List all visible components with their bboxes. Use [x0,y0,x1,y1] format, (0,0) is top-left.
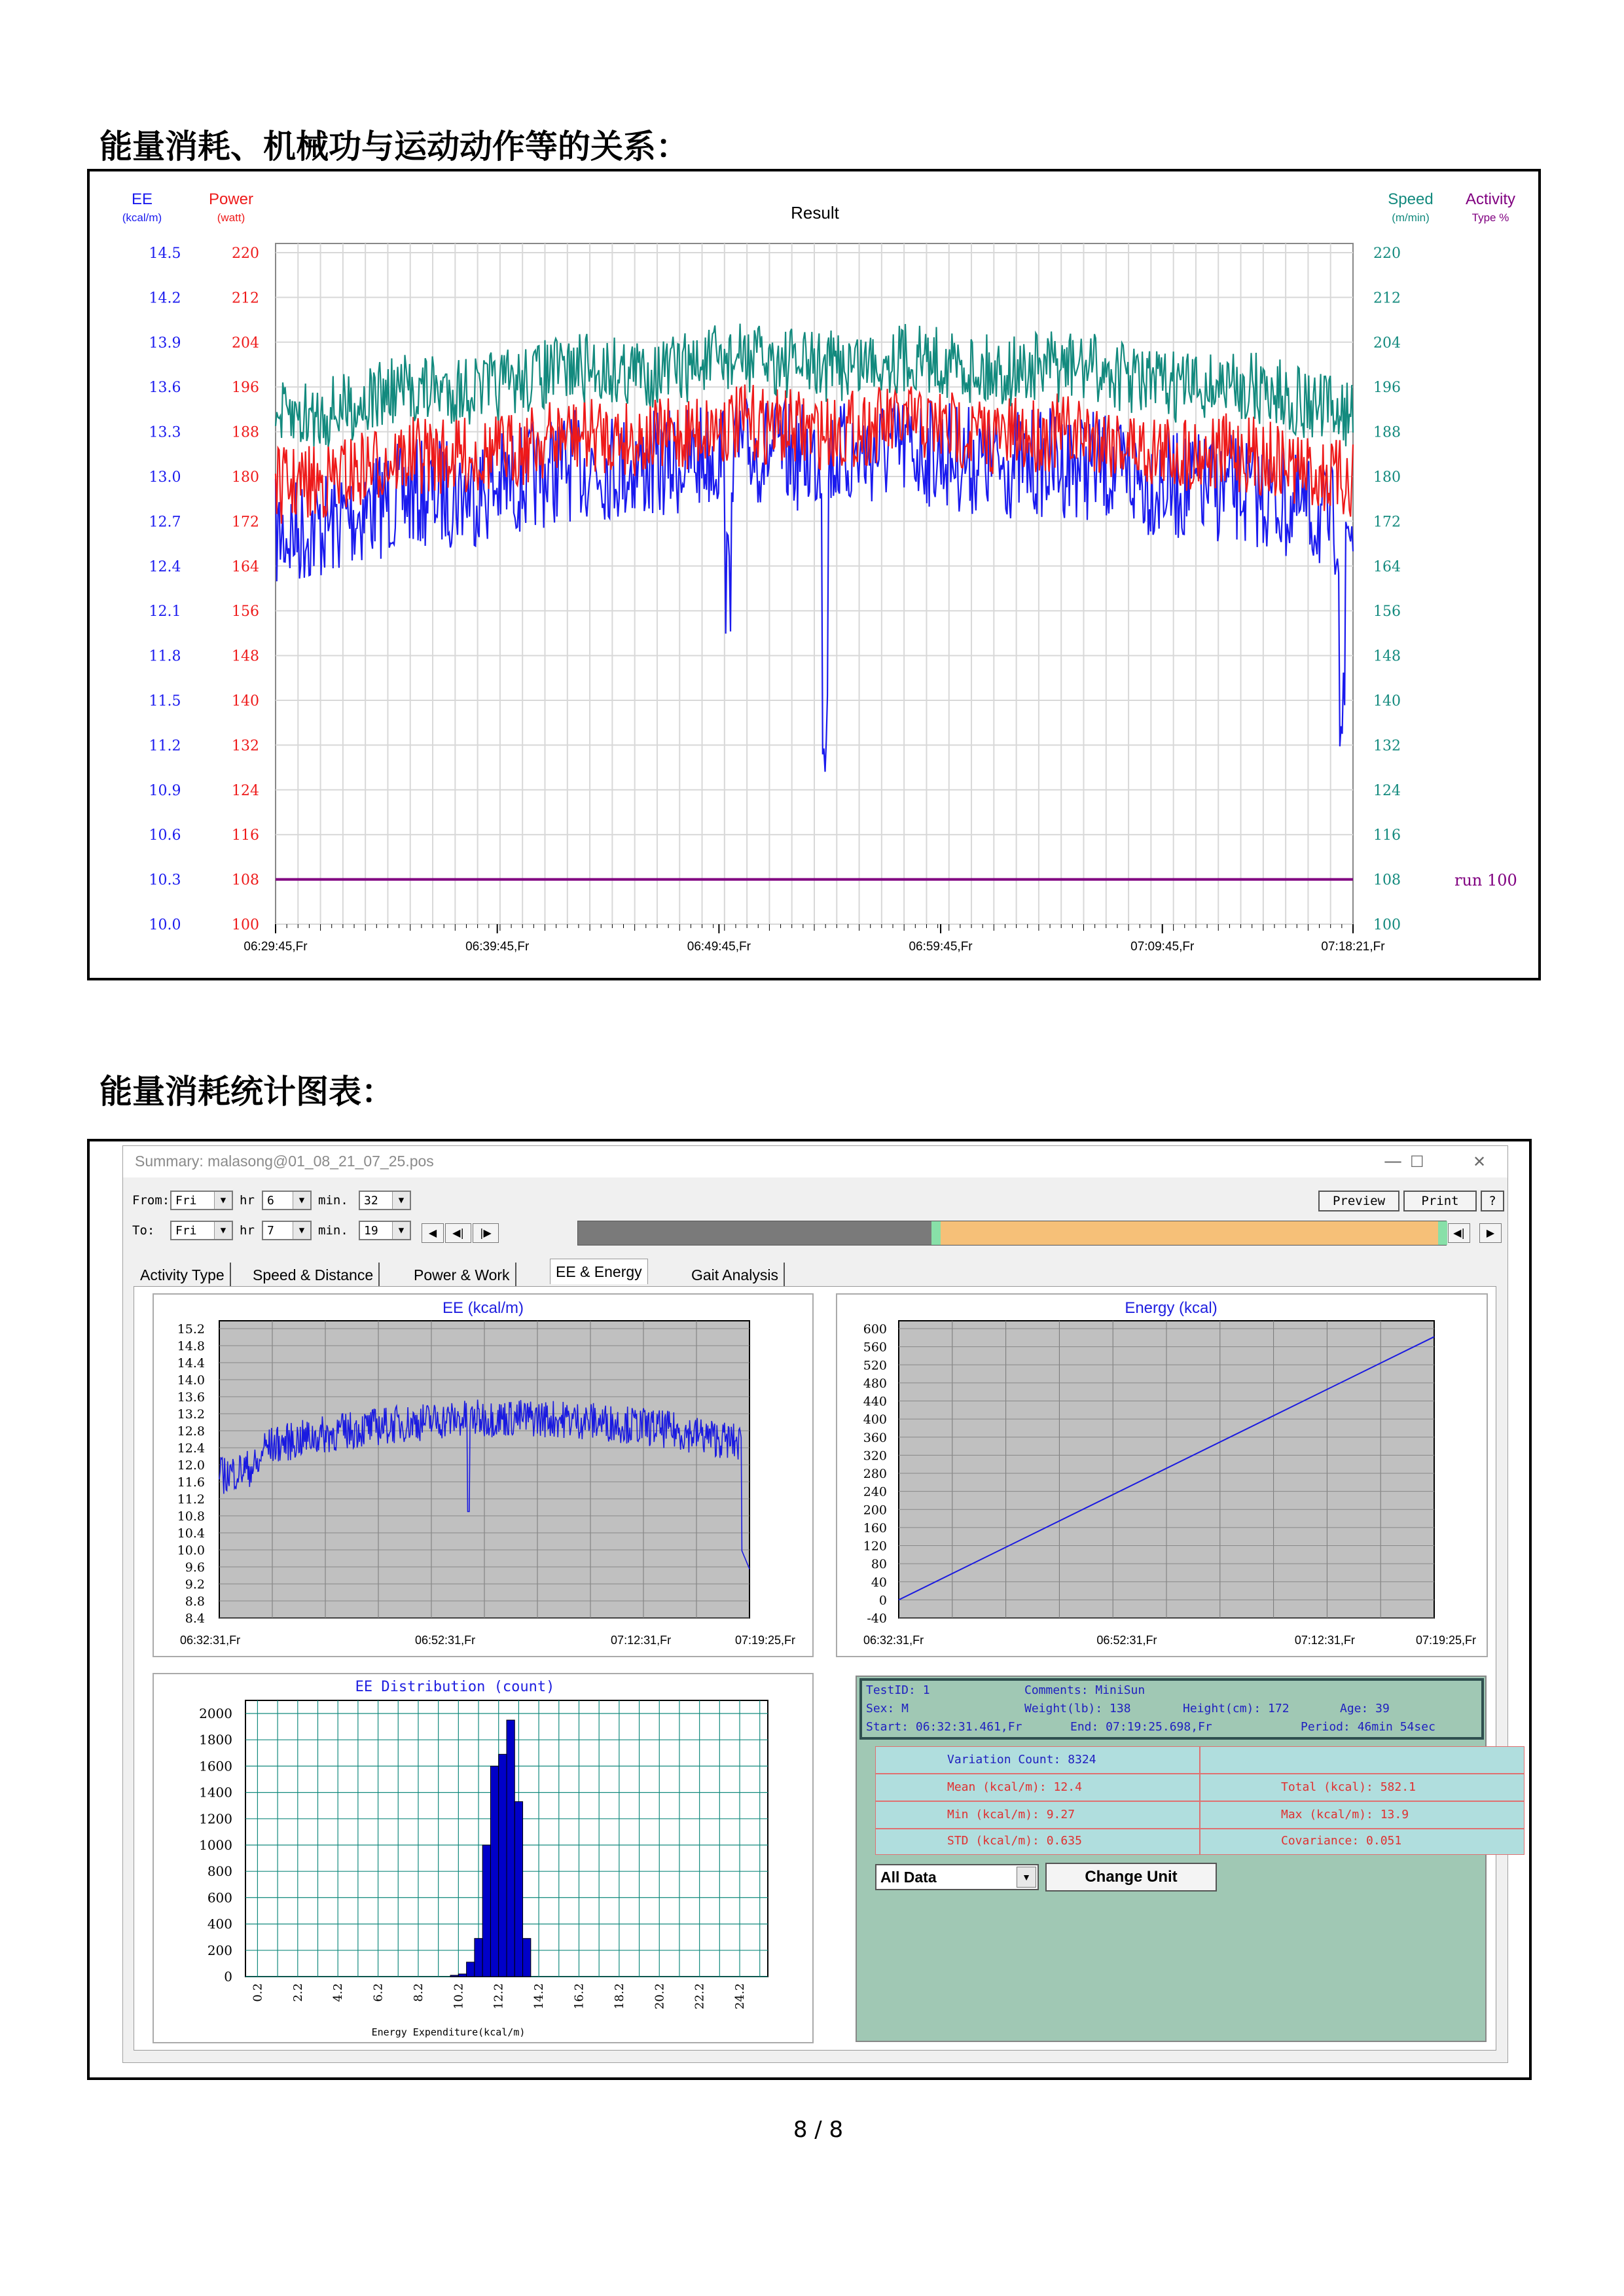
power-tick-label: 220 [232,245,259,262]
ee-y-tick-label: 14.8 [177,1339,205,1354]
speed-tick-label: 180 [1373,469,1401,486]
ee-chart [154,1295,812,1656]
test-id: TestID: 1 [866,1683,930,1697]
power-tick-label: 180 [232,469,259,486]
energy-y-tick-label: 280 [863,1467,887,1481]
ee-y-tick-label: 14.0 [177,1373,205,1388]
energy-x-tick-label: 07:12:31,Fr [1294,1634,1355,1647]
histogram-bar [514,1802,522,1977]
result-chart-figure [87,169,1541,980]
chevron-down-icon: ▼ [293,1192,310,1209]
power-tick-label: 100 [232,917,259,933]
energy-y-tick-label: 440 [863,1394,887,1409]
from-hr-label: hr [240,1193,255,1208]
test-info-box [859,1678,1484,1740]
ee-y-tick-label: 9.2 [185,1577,205,1592]
ee-y-tick-label: 8.4 [185,1611,205,1626]
max-value: Max (kcal/m): 13.9 [1281,1808,1409,1821]
ee-x-tick-label: 07:19:25,Fr [734,1634,795,1647]
x-tick-label: 06:49:45,Fr [687,940,751,954]
ee-tick-label: 14.2 [149,290,181,307]
summary-window [122,1145,1508,2063]
power-tick-label: 116 [232,827,259,844]
min-value: Min (kcal/m): 9.27 [947,1808,1075,1821]
energy-y-tick-label: 40 [871,1575,887,1590]
histogram-y-tick-label: 1200 [199,1810,232,1827]
histogram-y-tick-label: 2000 [199,1706,232,1721]
energy-y-tick-label: 240 [863,1484,887,1499]
histogram-x-tick-label: 24.2 [733,1983,748,2010]
to-hr-label: hr [240,1223,255,1238]
to-hr-select[interactable]: 7 ▼ [262,1221,312,1240]
chevron-down-icon: ▼ [392,1222,410,1239]
ee-tick-label: 12.4 [149,558,181,575]
ee-x-tick-label: 06:32:31,Fr [180,1634,241,1647]
ee-y-tick-label: 14.4 [177,1356,205,1371]
power-tick-label: 156 [232,603,259,620]
energy-y-tick-label: 600 [863,1322,887,1336]
energy-x-tick-label: 06:52:31,Fr [1096,1634,1157,1647]
activity-run-label: run 100 [1454,871,1517,889]
ee-y-tick-label: 12.8 [177,1424,205,1439]
nav-next-button[interactable]: |▶ [473,1223,499,1243]
to-day-select[interactable]: Fri ▼ [170,1221,233,1240]
ee-chart-title: EE (kcal/m) [442,1299,524,1317]
energy-y-tick-label: -40 [867,1611,887,1626]
ee-y-tick-label: 10.0 [177,1543,205,1558]
ee-y-tick-label: 8.8 [185,1594,205,1609]
power-tick-label: 204 [232,334,259,351]
speed-tick-label: 108 [1373,872,1401,889]
period: Period: 46min 54sec [1301,1720,1435,1734]
speed-axis-unit: (m/min) [1392,211,1430,224]
sex: Sex: M [866,1702,909,1715]
page-number: 8 / 8 [793,2117,844,2143]
speed-tick-label: 164 [1373,558,1401,575]
maximize-icon[interactable]: ☐ [1410,1153,1424,1171]
ee-tick-label: 10.3 [149,872,181,889]
summary-info-panel [856,1676,1487,2042]
ee-tick-label: 11.8 [149,648,181,665]
chevron-down-icon: ▼ [392,1192,410,1209]
energy-y-tick-label: 560 [863,1340,887,1355]
ee-tick-label: 11.5 [149,693,181,709]
height: Height(cm): 172 [1183,1702,1290,1715]
power-tick-label: 164 [232,558,259,575]
histogram-bar [499,1754,507,1977]
histogram-x-tick-label: 4.2 [331,1983,346,2002]
minimize-icon[interactable]: — [1384,1150,1402,1172]
activity-axis-unit: Type % [1471,211,1509,224]
energy-chart-panel [836,1293,1488,1657]
start-time: Start: 06:32:31.461,Fr [866,1720,1022,1734]
energy-y-tick-label: 200 [863,1503,887,1518]
covariance-value: Covariance: 0.051 [1281,1834,1402,1848]
speed-tick-label: 188 [1373,424,1401,441]
speed-tick-label: 116 [1373,827,1401,844]
tab-power-work[interactable]: Power & Work [408,1263,516,1287]
ee-tick-label: 13.9 [149,334,181,351]
close-icon[interactable]: ✕ [1473,1153,1487,1171]
energy-y-tick-label: 360 [863,1430,887,1445]
energy-x-tick-label: 07:19:25,Fr [1415,1634,1476,1647]
age: Age: 39 [1340,1702,1390,1715]
power-tick-label: 132 [232,738,259,755]
power-tick-label: 188 [232,424,259,441]
mean-value: Mean (kcal/m): 12.4 [947,1780,1082,1794]
histogram-bar [467,1962,475,1977]
ee-chart-panel [153,1293,814,1657]
section-heading-statistics: 能量消耗统计图表： [99,1073,394,1111]
ee-y-tick-label: 13.2 [177,1407,205,1422]
ee-y-tick-label: 15.2 [177,1322,205,1336]
variation-count: Variation Count: 8324 [947,1753,1096,1767]
histogram-x-tick-label: 14.2 [532,1983,547,2010]
histogram-x-tick-label: 12.2 [492,1983,506,2010]
power-tick-label: 148 [232,648,259,665]
ee-y-tick-label: 11.2 [177,1492,205,1507]
speed-tick-label: 132 [1373,738,1401,755]
power-axis-label: Power [208,190,254,208]
from-day-select[interactable]: Fri ▼ [170,1191,233,1210]
energy-y-tick-label: 80 [871,1557,887,1572]
speed-axis-label: Speed [1388,190,1434,208]
histogram-x-tick-label: 8.2 [411,1983,425,2002]
speed-tick-label: 204 [1373,334,1401,351]
activity-axis-label: Activity [1465,190,1516,208]
summary-window-figure [87,1139,1532,2080]
ee-y-tick-label: 9.6 [185,1560,205,1575]
histogram-bar [450,1975,458,1977]
time-range-selection [941,1221,1438,1245]
x-tick-label: 06:29:45,Fr [244,940,308,954]
histogram-x-tick-label: 16.2 [572,1983,586,2010]
section-heading-relationship: 能量消耗、机械功与运动动作等的关系： [99,128,689,166]
range-start-handle[interactable] [931,1221,941,1245]
ee-tick-label: 10.9 [149,782,181,799]
power-tick-label: 196 [232,380,259,397]
chart-title: Result [791,203,839,223]
ee-tick-label: 10.0 [149,917,181,933]
speed-tick-label: 124 [1373,782,1401,799]
x-tick-label: 07:18:21,Fr [1321,940,1385,954]
ee-y-tick-label: 10.4 [177,1526,205,1541]
power-tick-label: 212 [232,290,259,307]
to-min-label: min. [318,1223,348,1238]
ee-y-tick-label: 12.0 [177,1458,205,1473]
energy-x-tick-label: 06:32:31,Fr [863,1634,924,1647]
energy-chart-title: Energy (kcal) [1125,1299,1218,1317]
histogram-y-tick-label: 600 [207,1890,232,1906]
ee-tick-label: 10.6 [149,827,181,844]
change-unit-button[interactable]: Change Unit [1045,1863,1217,1892]
chevron-down-icon: ▼ [214,1192,232,1209]
tab-ee-energy[interactable]: EE & Energy [550,1259,648,1284]
ee-tick-label: 13.3 [149,424,181,441]
time-range-slider[interactable] [577,1221,1447,1246]
energy-y-tick-label: 480 [863,1376,887,1391]
from-min-label: min. [318,1193,348,1208]
histogram-x-tick-label: 2.2 [291,1983,305,2002]
ee-tick-label: 11.2 [149,738,181,755]
histogram-y-tick-label: 1000 [199,1837,232,1853]
histogram-x-tick-label: 20.2 [653,1983,667,2010]
ee-tick-label: 14.5 [149,245,181,262]
histogram-y-tick-label: 1600 [199,1758,232,1774]
speed-tick-label: 148 [1373,648,1401,665]
ee-tick-label: 12.1 [149,603,181,620]
histogram-bar [458,1974,466,1977]
histogram-y-tick-label: 1400 [199,1784,232,1801]
ee-distribution-title: EE Distribution (count) [355,1679,555,1695]
result-chart [90,171,1538,978]
histogram-x-tick-label: 6.2 [371,1983,386,2002]
histogram-bar [490,1766,498,1977]
power-axis-unit: (watt) [217,211,245,224]
ee-y-tick-label: 11.6 [177,1475,205,1490]
x-tick-label: 06:39:45,Fr [465,940,530,954]
ee-axis-label: EE [131,190,153,208]
end-time: End: 07:19:25.698,Fr [1070,1720,1212,1734]
ee-y-tick-label: 13.6 [177,1390,205,1405]
tab-content [134,1286,1496,2051]
tab-gait-analysis[interactable]: Gait Analysis [686,1263,785,1287]
nav-prev-button[interactable]: ◀| [445,1223,471,1243]
energy-y-tick-label: 400 [863,1412,887,1427]
energy-y-tick-label: 320 [863,1448,887,1463]
ee-y-tick-label: 12.4 [177,1441,205,1456]
speed-tick-label: 100 [1373,917,1401,933]
comments: Comments: MiniSun [1024,1683,1146,1697]
ee-x-tick-label: 06:52:31,Fr [415,1634,476,1647]
energy-y-tick-label: 0 [878,1593,887,1608]
energy-chart [837,1295,1487,1656]
ee-y-tick-label: 10.8 [177,1509,205,1524]
histogram-bar [475,1939,482,1977]
speed-tick-label: 156 [1373,603,1401,620]
energy-y-tick-label: 160 [863,1520,887,1535]
power-tick-label: 140 [232,693,259,709]
speed-tick-label: 220 [1373,245,1401,262]
power-tick-label: 124 [232,782,259,799]
tab-speed-distance[interactable]: Speed & Distance [247,1263,380,1287]
to-min-select[interactable]: 19 ▼ [359,1221,411,1240]
ee-x-tick-label: 07:12:31,Fr [611,1634,672,1647]
x-tick-label: 06:59:45,Fr [909,940,973,954]
from-label: From: [132,1193,170,1208]
chevron-down-icon: ▼ [214,1222,232,1239]
nav-last-prev-button[interactable]: ◀| [1448,1223,1470,1243]
histogram-y-tick-label: 200 [207,1942,232,1958]
chevron-down-icon: ▼ [1017,1867,1036,1888]
ee-axis-unit: (kcal/m) [122,211,162,224]
from-hr-select[interactable]: 6 ▼ [262,1191,312,1210]
histogram-x-tick-label: 18.2 [612,1983,626,2010]
energy-y-tick-label: 520 [863,1358,887,1373]
std-value: STD (kcal/m): 0.635 [947,1834,1082,1848]
histogram-bar [523,1939,531,1977]
histogram-bar [482,1845,490,1977]
nav-first-button[interactable]: ◀ [422,1223,444,1243]
ee-tick-label: 12.7 [149,514,181,531]
histogram-x-tick-label: 10.2 [452,1983,466,2010]
energy-y-tick-label: 120 [863,1539,887,1554]
range-end-handle[interactable] [1438,1221,1447,1245]
help-button[interactable]: ? [1481,1191,1504,1211]
ee-distribution-chart [154,1674,812,2042]
histogram-y-tick-label: 0 [224,1969,232,1984]
window-title: Summary: malasong@01_08_21_07_25.pos [135,1153,434,1170]
power-tick-label: 108 [232,872,259,889]
histogram-y-tick-label: 800 [207,1863,232,1880]
speed-tick-label: 172 [1373,514,1401,531]
tab-activity-type[interactable]: Activity Type [135,1263,231,1287]
title-bar [123,1146,1507,1177]
from-min-select[interactable]: 32 ▼ [359,1191,411,1210]
x-tick-label: 07:09:45,Fr [1130,940,1195,954]
histogram-x-tick-label: 0.2 [251,1983,265,2002]
ee-tick-label: 13.6 [149,380,181,397]
histogram-x-tick-label: 22.2 [693,1983,707,2010]
data-range-select[interactable]: All Data ▼ [875,1864,1039,1890]
to-label: To: [132,1223,155,1238]
power-tick-label: 172 [232,514,259,531]
preview-button[interactable]: Preview [1318,1191,1399,1211]
histogram-y-tick-label: 400 [207,1916,232,1932]
weight: Weight(lb): 138 [1024,1702,1131,1715]
total-value: Total (kcal): 582.1 [1281,1780,1416,1794]
stats-table [875,1746,1459,1855]
speed-tick-label: 196 [1373,380,1401,397]
histogram-bar [507,1720,514,1977]
nav-end-button[interactable]: ▶ [1479,1223,1502,1243]
chevron-down-icon: ▼ [293,1222,310,1239]
speed-tick-label: 212 [1373,290,1401,307]
ee-distribution-panel [153,1673,814,2043]
histogram-y-tick-label: 1800 [199,1732,232,1748]
speed-tick-label: 140 [1373,693,1401,709]
ee-tick-label: 13.0 [149,469,181,486]
histogram-x-axis-label: Energy Expenditure(kcal/m) [371,2026,526,2038]
print-button[interactable]: Print [1403,1191,1477,1211]
